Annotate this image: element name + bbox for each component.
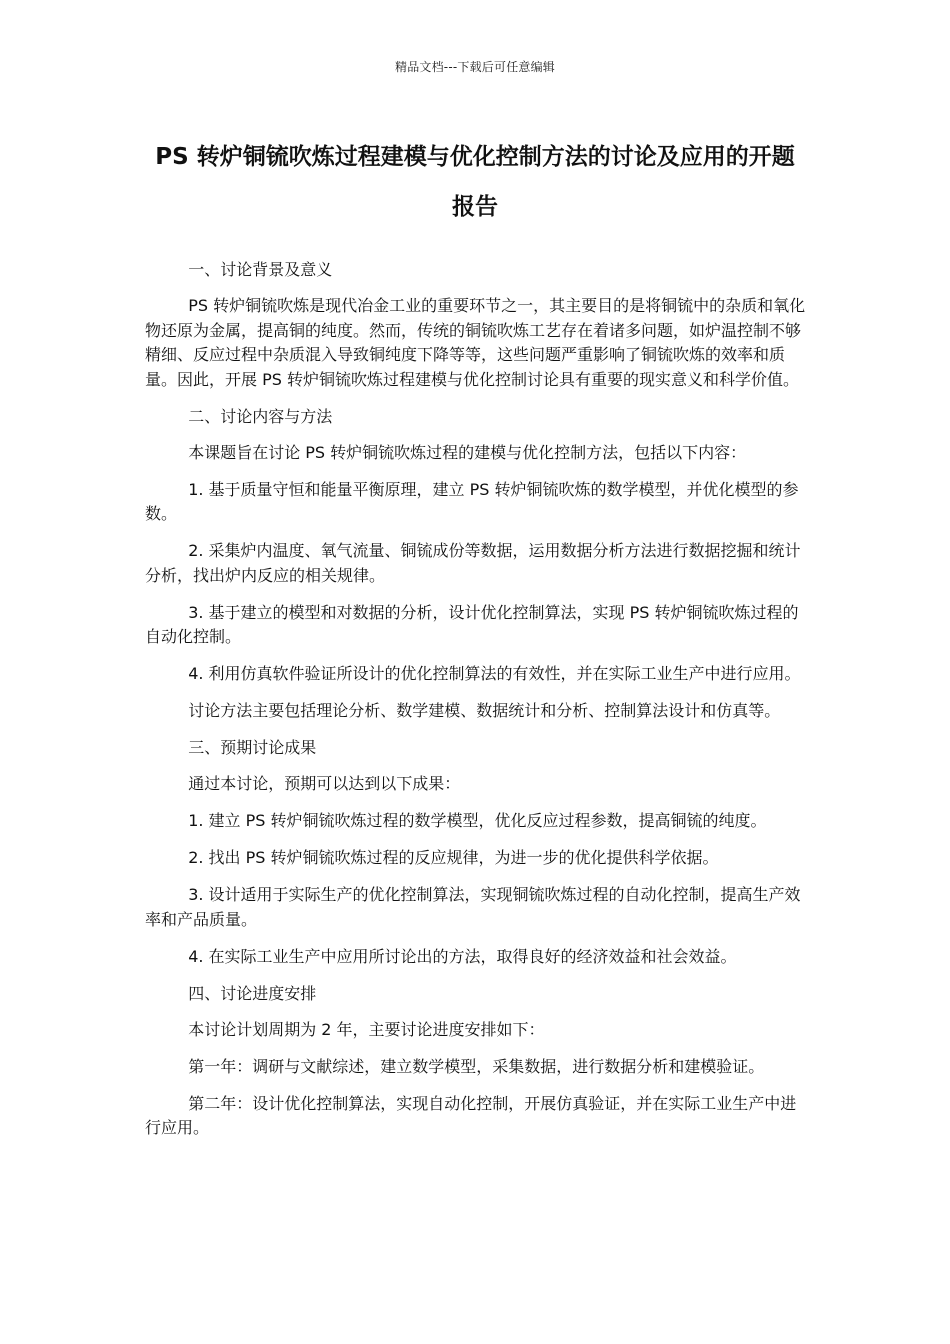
list-item-result-3: 3. 设计适用于实际生产的优化控制算法，实现铜锍吹炼过程的自动化控制，提高生产效率和产品质量。 xyxy=(145,885,801,929)
section-heading-background: 一、讨论背景及意义 xyxy=(188,260,333,279)
document-title: PS 转炉铜锍吹炼过程建模与优化控制方法的讨论及应用的开题报告 xyxy=(155,144,795,220)
paragraph-content-intro: 本课题旨在讨论 PS 转炉铜锍吹炼过程的建模与优化控制方法，包括以下内容： xyxy=(188,442,747,462)
list-item-result-4: 4. 在实际工业生产中应用所讨论出的方法，取得良好的经济效益和社会效益。 xyxy=(188,946,737,966)
paragraph-background: PS 转炉铜锍吹炼是现代冶金工业的重要环节之一，其主要目的是将铜锍中的杂质和氧化物还原为金属，提高铜的纯度。然而，传统的铜锍吹炼工艺存在着诸多问题，如炉温控制不够精细、反应过程中杂质混入导致铜纯度下降等等，这些问题严重影响了铜锍吹炼的效率和质量。因此，开展 PS 转炉铜锍吹炼过程建模与优化控制讨论具有重要的现实意义和科学价值。 xyxy=(145,296,806,389)
list-item-content-4: 4. 利用仿真软件验证所设计的优化控制算法的有效性，并在实际工业生产中进行应用。 xyxy=(188,664,801,683)
section-heading-schedule: 四、讨论进度安排 xyxy=(188,983,317,1003)
schedule-year-1: 第一年：调研与文献综述，建立数学模型，采集数据，进行数据分析和建模验证。 xyxy=(188,1056,765,1076)
document-body xyxy=(145,258,810,1153)
paragraph-methods: 讨论方法主要包括理论分析、数学建模、数据统计和分析、控制算法设计和仿真等。 xyxy=(188,701,781,720)
paragraph-results-intro: 通过本讨论，预期可以达到以下成果： xyxy=(188,774,461,793)
schedule-year-2: 第二年：设计优化控制算法，实现自动化控制，开展仿真验证，并在实际工业生产中进行应用。 xyxy=(145,1093,797,1137)
section-heading-expected-results: 三、预期讨论成果 xyxy=(188,738,317,757)
header-note: 精品文档---下载后可任意编辑 xyxy=(395,60,555,74)
list-item-result-1: 1. 建立 PS 转炉铜锍吹炼过程的数学模型，优化反应过程参数，提高铜锍的纯度。 xyxy=(188,811,767,830)
paragraph-schedule-intro: 本讨论计划周期为 2 年，主要讨论进度安排如下： xyxy=(188,1019,545,1039)
list-item-content-3: 3. 基于建立的模型和对数据的分析，设计优化控制算法，实现 PS 转炉铜锍吹炼过程的自动化控制。 xyxy=(145,602,799,646)
list-item-content-1: 1. 基于质量守恒和能量平衡原理，建立 PS 转炉铜锍吹炼的数学模型，并优化模型的参数。 xyxy=(145,479,799,523)
list-item-content-2: 2. 采集炉内温度、氧气流量、铜锍成份等数据，运用数据分析方法进行数据挖掘和统计分析，找出炉内反应的相关规律。 xyxy=(145,541,801,585)
section-heading-content-methods: 二、讨论内容与方法 xyxy=(188,406,333,426)
list-item-result-2: 2. 找出 PS 转炉铜锍吹炼过程的反应规律，为进一步的优化提供科学依据。 xyxy=(188,848,719,867)
